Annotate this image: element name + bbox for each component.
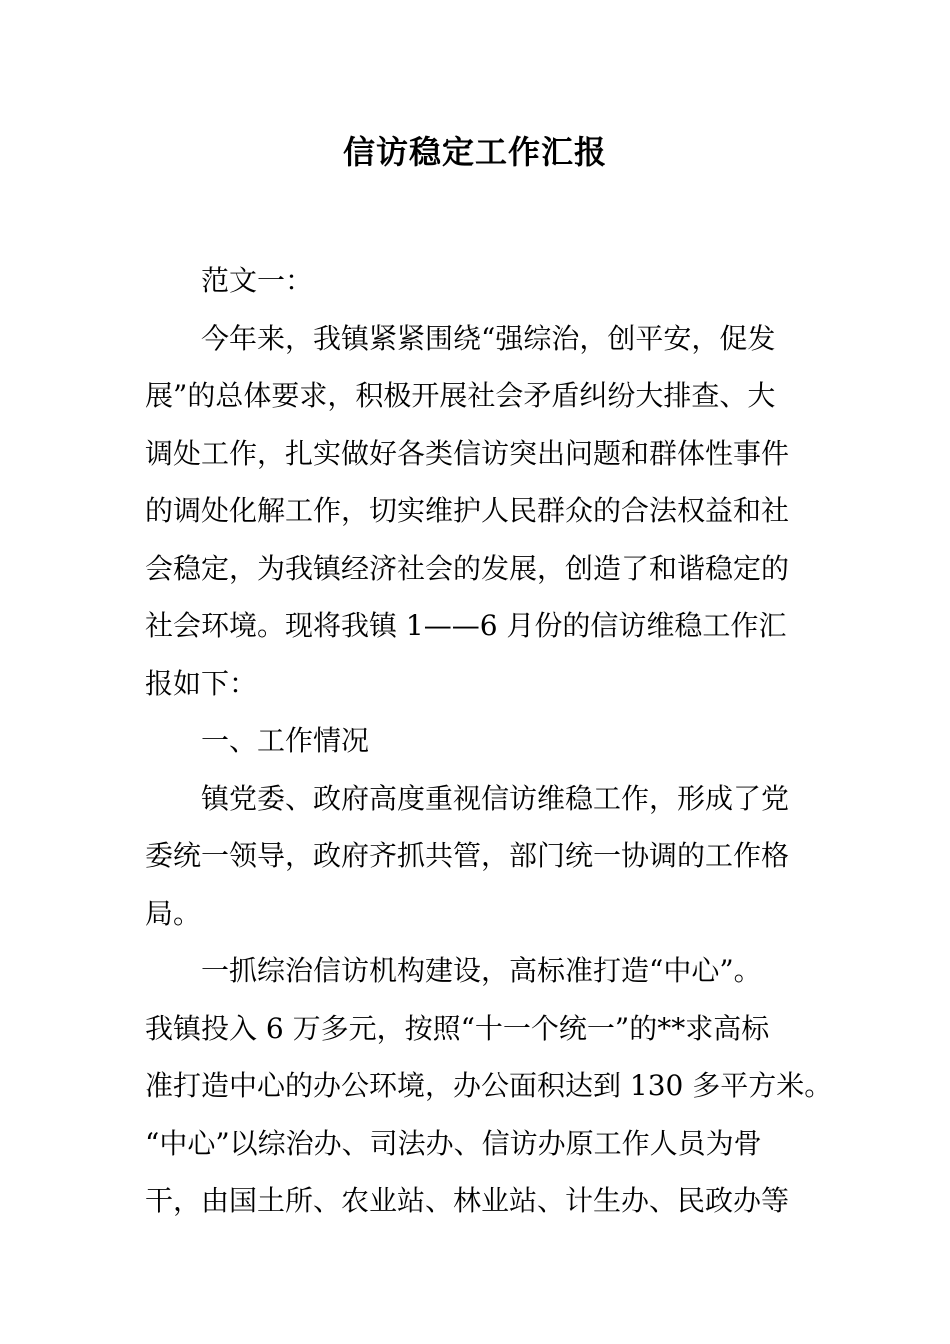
- text-line: 社会环境。现将我镇 1——6 月份的信访维稳工作汇: [145, 609, 787, 642]
- text-line: 范文一：: [201, 264, 314, 297]
- text-line: 准打造中心的办公环境，办公面积达到 130 多平方米。: [145, 1069, 833, 1102]
- paragraph-intro: [145, 310, 807, 713]
- text-line: 我镇投入 6 万多元，按照“十一个统一”的**求高标: [145, 1011, 770, 1045]
- paragraph-work-structure: [145, 770, 807, 943]
- text-line: 镇党委、政府高度重视信访维稳工作，形成了党: [201, 781, 790, 815]
- text-line: 的调处化解工作，切实维护人民群众的合法权益和社: [145, 494, 790, 527]
- text-line: 委统一领导，政府齐抓共管，部门统一协调的工作格: [145, 839, 790, 872]
- text-line: 今年来，我镇紧紧围绕“强综治，创平安，促发: [201, 321, 776, 355]
- section-heading: [145, 712, 807, 770]
- paragraph-center-construction: [145, 942, 833, 1230]
- document-body: [145, 252, 833, 1230]
- text-line: “中心”以综治办、司法办、信访办原工作人员为骨: [145, 1126, 762, 1160]
- text-line: 报如下：: [145, 666, 258, 700]
- text-line: 调处工作，扎实做好各类信访突出问题和群体性事件: [145, 436, 790, 470]
- text-line: 会稳定，为我镇经济社会的发展，创造了和谐稳定的: [145, 551, 790, 585]
- text-line: 一、工作情况: [201, 724, 370, 757]
- document-title: 信访稳定工作汇报: [342, 133, 607, 171]
- text-line: 一抓综治信访机构建设，高标准打造“中心”。: [201, 954, 762, 987]
- text-line: 局。: [145, 896, 202, 930]
- text-line: 展”的总体要求，积极开展社会矛盾纠纷大排查、大: [145, 379, 776, 412]
- text-line: 干，由国土所、农业站、林业站、计生办、民政办等: [145, 1184, 790, 1217]
- paragraph-heading-sample: [145, 252, 807, 310]
